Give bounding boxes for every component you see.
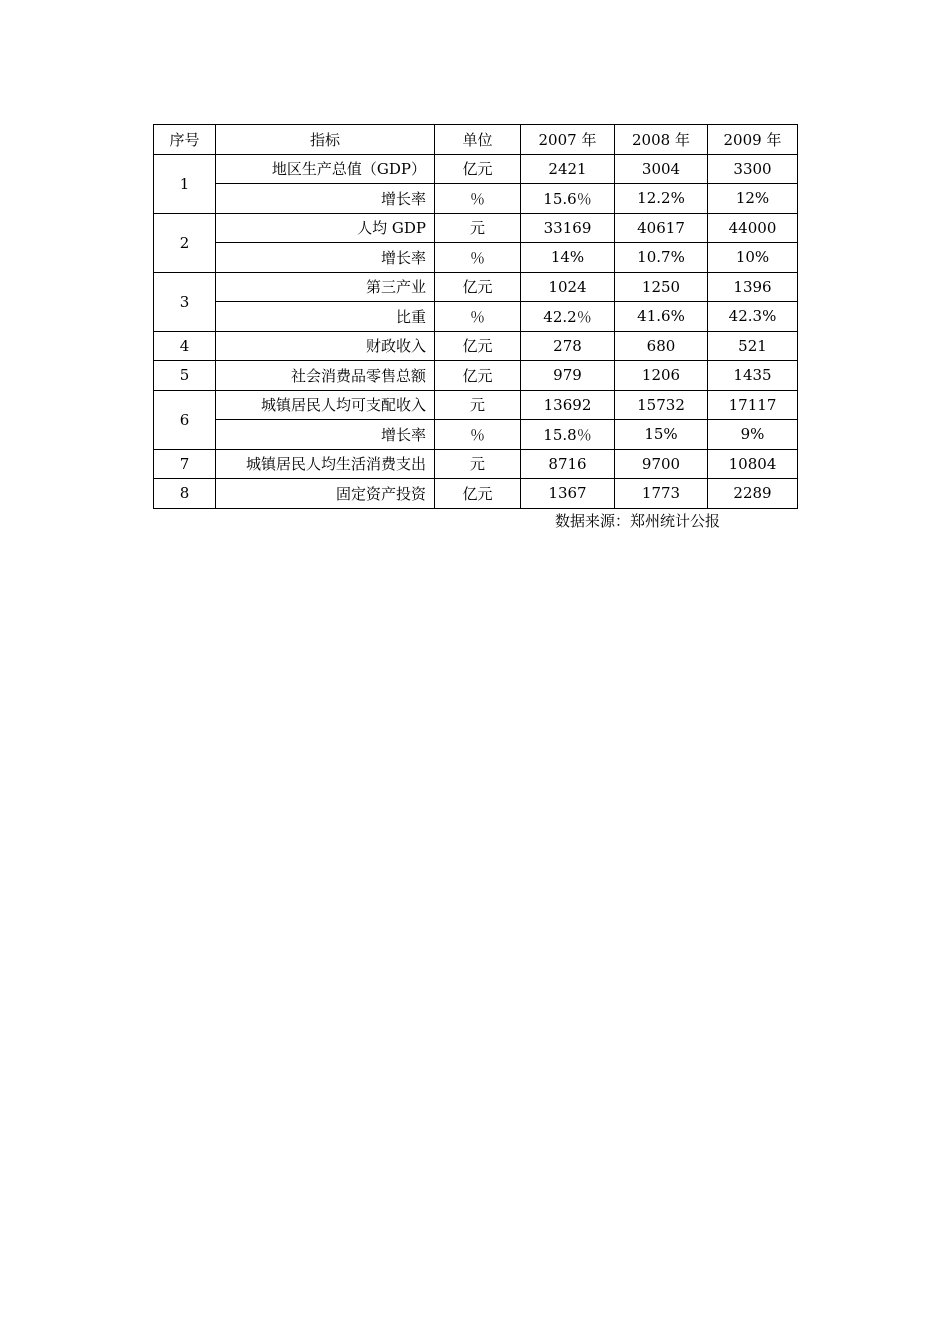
header-2007: 2007 年 [521,125,615,155]
cell-indicator: 增长率 [216,420,435,450]
table-row [154,184,798,214]
cell-2009: 10804 [708,449,798,479]
cell-indicator: 固定资产投资 [216,479,435,509]
cell-2009: 10% [708,243,798,273]
cell-2007: 979 [521,361,615,391]
cell-2009: 1396 [708,272,798,302]
cell-2007: 278 [521,331,615,361]
cell-2008: 40617 [615,213,708,243]
cell-2007: 42.2％ [521,302,615,332]
cell-unit: ％ [435,302,521,332]
table-header [154,125,798,155]
cell-seq: 7 [154,449,216,479]
cell-2008: 9700 [615,449,708,479]
cell-indicator: 城镇居民人均生活消费支出 [216,449,435,479]
cell-seq: 1 [154,154,216,213]
header-2008: 2008 年 [615,125,708,155]
cell-2007: 1367 [521,479,615,509]
cell-unit: 元 [435,213,521,243]
cell-seq: 6 [154,390,216,449]
cell-indicator: 地区生产总值（GDP） [216,154,435,184]
cell-indicator: 增长率 [216,243,435,273]
cell-2008: 1773 [615,479,708,509]
table-row [154,420,798,450]
cell-indicator: 财政收入 [216,331,435,361]
table-row [154,243,798,273]
table-row [154,302,798,332]
cell-2007: 33169 [521,213,615,243]
cell-2009: 9% [708,420,798,450]
table-row [154,479,798,509]
cell-indicator: 比重 [216,302,435,332]
cell-2009: 42.3% [708,302,798,332]
cell-seq: 8 [154,479,216,509]
cell-2007: 14% [521,243,615,273]
table-row [154,361,798,391]
cell-unit: 亿元 [435,154,521,184]
cell-seq: 5 [154,361,216,391]
table-row [154,272,798,302]
cell-2009: 521 [708,331,798,361]
cell-unit: 亿元 [435,272,521,302]
header-seq: 序号 [154,125,216,155]
cell-indicator: 社会消费品零售总额 [216,361,435,391]
cell-2008: 1250 [615,272,708,302]
table-row [154,331,798,361]
header-2009: 2009 年 [708,125,798,155]
cell-indicator: 增长率 [216,184,435,214]
cell-2008: 41.6% [615,302,708,332]
header-indicator: 指标 [216,125,435,155]
cell-2008: 15% [615,420,708,450]
header-unit: 单位 [435,125,521,155]
cell-unit: ％ [435,184,521,214]
cell-unit: 亿元 [435,331,521,361]
cell-2009: 3300 [708,154,798,184]
statistics-table [153,124,798,509]
cell-indicator: 城镇居民人均可支配收入 [216,390,435,420]
cell-2008: 15732 [615,390,708,420]
table-body [154,154,798,508]
cell-indicator: 第三产业 [216,272,435,302]
cell-unit: 亿元 [435,479,521,509]
cell-unit: 亿元 [435,361,521,391]
cell-unit: 元 [435,449,521,479]
cell-2009: 44000 [708,213,798,243]
cell-2007: 2421 [521,154,615,184]
cell-2009: 2289 [708,479,798,509]
cell-seq: 2 [154,213,216,272]
cell-2009: 17117 [708,390,798,420]
cell-2007: 8716 [521,449,615,479]
cell-2007: 1024 [521,272,615,302]
cell-unit: ％ [435,243,521,273]
table-row [154,154,798,184]
cell-2007: 15.8％ [521,420,615,450]
cell-seq: 4 [154,331,216,361]
table-row [154,449,798,479]
header-row [154,125,798,155]
cell-2008: 1206 [615,361,708,391]
table-row [154,213,798,243]
cell-unit: ％ [435,420,521,450]
cell-unit: 元 [435,390,521,420]
cell-seq: 3 [154,272,216,331]
data-source-note: 数据来源：郑州统计公报 [555,512,721,530]
cell-2008: 10.7% [615,243,708,273]
cell-2009: 1435 [708,361,798,391]
cell-2008: 3004 [615,154,708,184]
cell-2008: 12.2% [615,184,708,214]
cell-2009: 12% [708,184,798,214]
cell-2007: 15.6％ [521,184,615,214]
cell-2007: 13692 [521,390,615,420]
table-row [154,390,798,420]
cell-indicator: 人均 GDP [216,213,435,243]
cell-2008: 680 [615,331,708,361]
